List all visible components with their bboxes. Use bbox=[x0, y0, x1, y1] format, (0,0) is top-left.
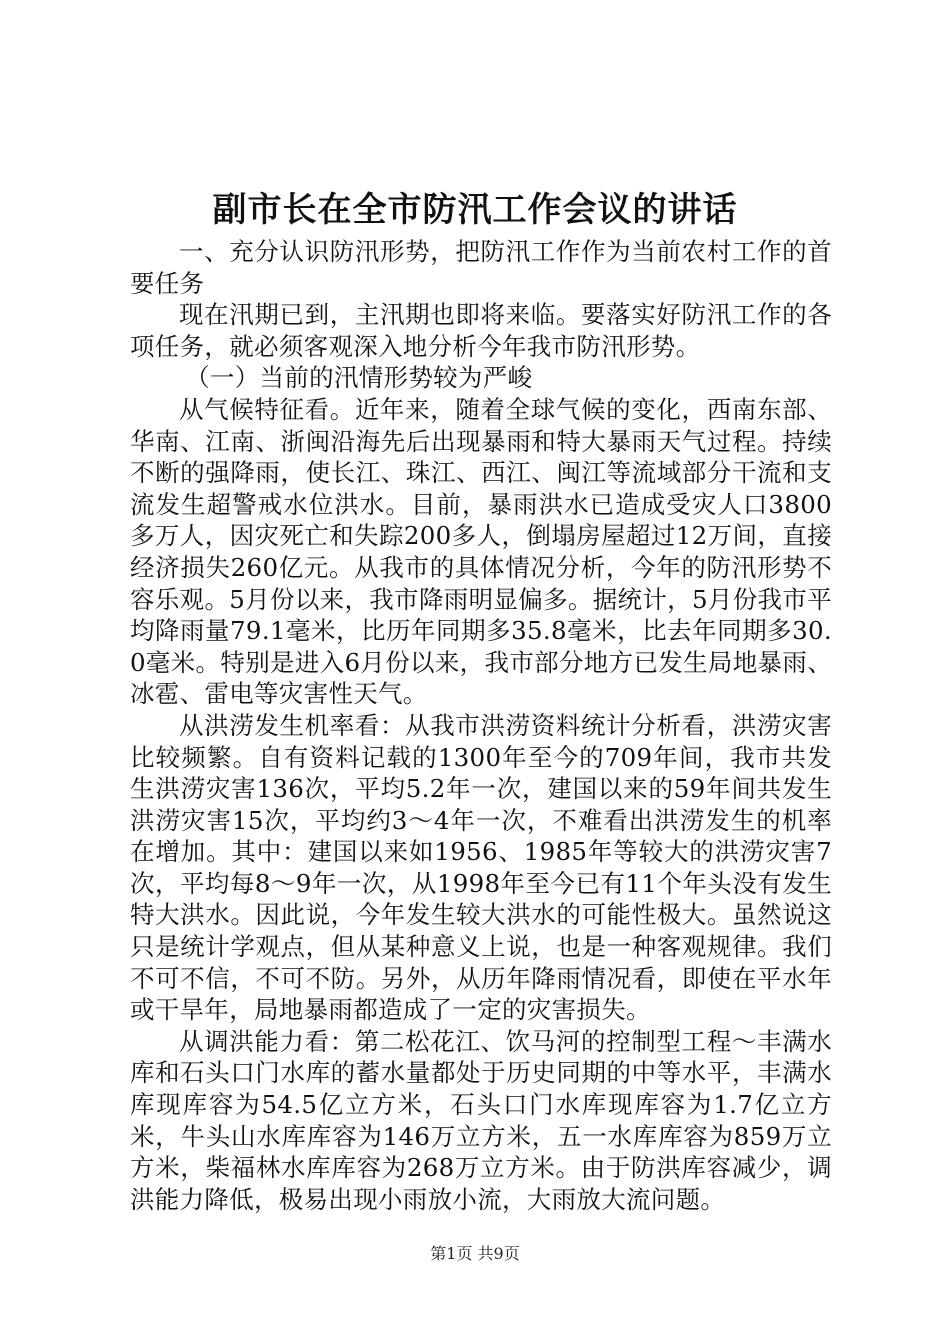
document-title: 副市长在全市防汛工作会议的讲话 bbox=[212, 190, 738, 230]
paragraph-climate: 从气候特征看。近年来，随着全球气候的变化，西南东部、华南、江南、浙闽沿海先后出现暴雨和特大暴雨天气过程。持续不断的强降雨，使长江、珠江、西江、闽江等流域部分干流和支流发生超警戒水位洪水。目前，暴雨洪水已造成受灾人口3800多万人，因灾死亡和失踪200多人，倒塌房屋超过12万间，直接经济损失260亿元。从我市的具体情况分析，今年的防汛形势不容乐观。5月份以来，我市降雨明显偏多。据统计，5月份我市平均降雨量79.1毫米，比历年同期多35.8毫米，比去年同期多30.0毫米。特别是进入6月份以来，我市部分地方已发生局地暴雨、冰雹、雷电等灾害性天气。 bbox=[130, 394, 832, 709]
section-heading: 一、充分认识防汛形势，把防汛工作作为当前农村工作的首要任务 bbox=[130, 237, 832, 298]
paragraph-flood-control-capacity: 从调洪能力看：第二松花江、饮马河的控制型工程～丰满水库和石头口门水库的蓄水量都处于历史同期的中等水平，丰满水库现库容为54.5亿立方米，石头口门水库现库容为1.7亿立方米，牛头山水库库容为146万立方米，五一水库库容为859万立方米，柴福林水库库容为268万立方米。由于防洪库容减少，调洪能力降低，极易出现小雨放小流，大雨放大流问题。 bbox=[130, 1026, 832, 1214]
subsection-heading: （一）当前的汛情形势较为严峻 bbox=[185, 363, 533, 393]
document-body bbox=[130, 236, 832, 1215]
paragraph-flood-probability: 从洪涝发生机率看：从我市洪涝资料统计分析看，洪涝灾害比较频繁。自有资料记载的1300年至今的709年间，我市共发生洪涝灾害136次，平均5.2年一次，建国以来的59年间共发生洪涝灾害15次，平均约3～4年一次，不难看出洪涝发生的机率在增加。其中：建国以来如1956、1985年等较大的洪涝灾害7次，平均每8～9年一次，从1998年至今已有11个年头没有发生特大洪水。因此说，今年发生较大洪水的可能性极大。虽然说这只是统计学观点，但从某种意义上说，也是一种客观规律。我们不可不信，不可不防。另外，从历年降雨情况看，即使在平水年或干旱年，局地暴雨都造成了一定的灾害损失。 bbox=[130, 710, 832, 1025]
page-number-footer: 第1页 共9页 bbox=[430, 1244, 520, 1263]
paragraph-intro: 现在汛期已到，主汛期也即将来临。要落实好防汛工作的各项任务，就必须客观深入地分析今年我市防汛形势。 bbox=[130, 300, 832, 361]
